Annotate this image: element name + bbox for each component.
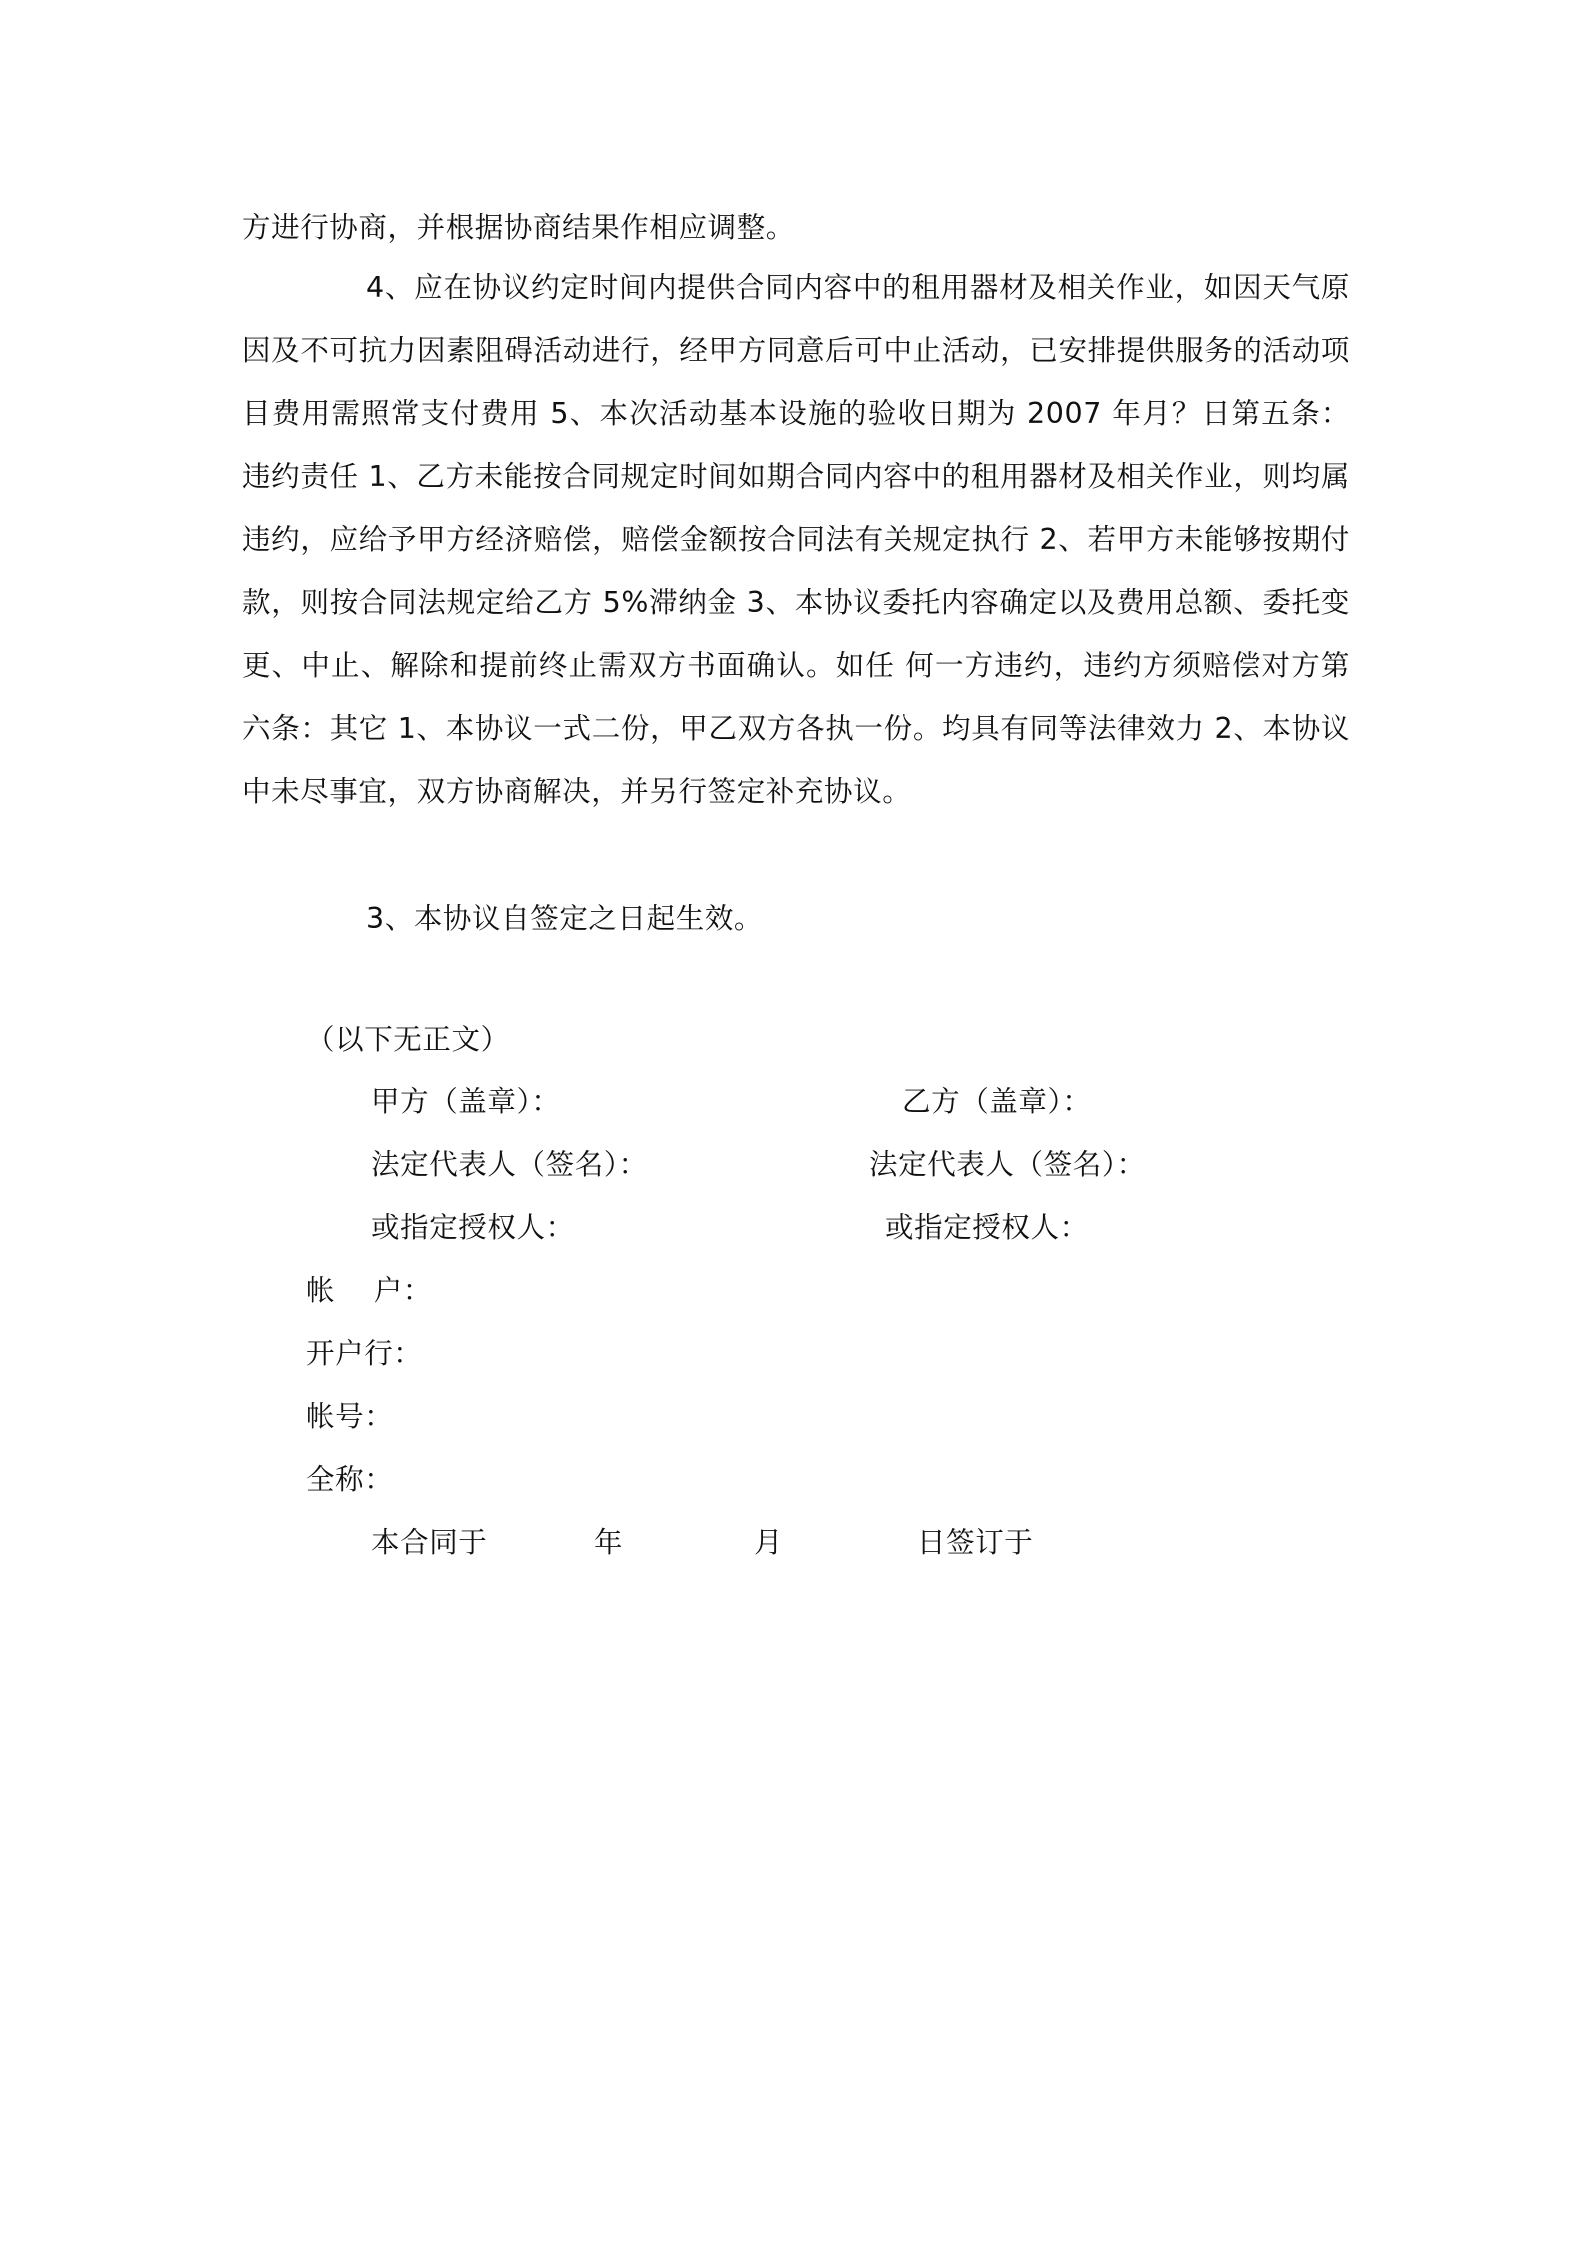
party-a-seal-label: 甲方（盖章）： (371, 1085, 561, 1118)
bank-label: 开户行： (306, 1337, 423, 1370)
signed-date-month: 月 (754, 1526, 784, 1559)
party-b-rep-label: 法定代表人（签名）： (869, 1148, 1146, 1181)
paragraph-continuation: 方进行协商，并根据协商结果作相应调整。 (242, 211, 795, 244)
party-b-auth-label: 或指定授权人： (885, 1211, 1089, 1244)
party-a-auth-label: 或指定授权人： (371, 1211, 575, 1244)
no-text-note: （以下无正文） (306, 1023, 510, 1056)
party-a-rep-label: 法定代表人（签名）： (371, 1148, 648, 1181)
signed-date-year: 年 (594, 1526, 624, 1559)
paragraph-clause-4: 4、应在协议约定时间内提供合同内容中的租用器材及相关作业，如因天气原因及不可抗力因素阻碍活动进行，经甲方同意后可中止活动，已安排提供服务的活动项目费用需照常支付费用 5、本次活动基本设施的验收日期为 2007 年月？日第五条：违约责任 1、乙方未能按合同规定时间如期合同内容中的租用器材及相关作业，则均属违约，应给予甲方经济赔偿，赔偿金额按合同法有关规定执行 2、若甲方未能够按期付款，则按合同法规定给乙方 5%滞纳金 3、本协议委托内容确定以及费用总额、委托变更、中止、解除和提前终止需双方书面确认。如任 何一方违约，违约方须赔偿对方第六条：其它 1、本协议一式二份，甲乙双方各执一份。均具有同等法律效力 2、本协议中未尽事宜，双方协商解决，并另行签定补充协议。 (242, 271, 1350, 808)
full-name-label: 全称： (306, 1463, 394, 1496)
account-number-label: 帐号： (306, 1400, 394, 1433)
party-b-seal-label: 乙方（盖章）： (902, 1085, 1092, 1118)
paragraph-effective-date: 3、本协议自签定之日起生效。 (366, 902, 764, 935)
signed-date-prefix: 本合同于 (371, 1526, 488, 1559)
account-label: 帐 户： (306, 1274, 432, 1307)
signed-date-suffix: 日签订于 (917, 1526, 1034, 1559)
